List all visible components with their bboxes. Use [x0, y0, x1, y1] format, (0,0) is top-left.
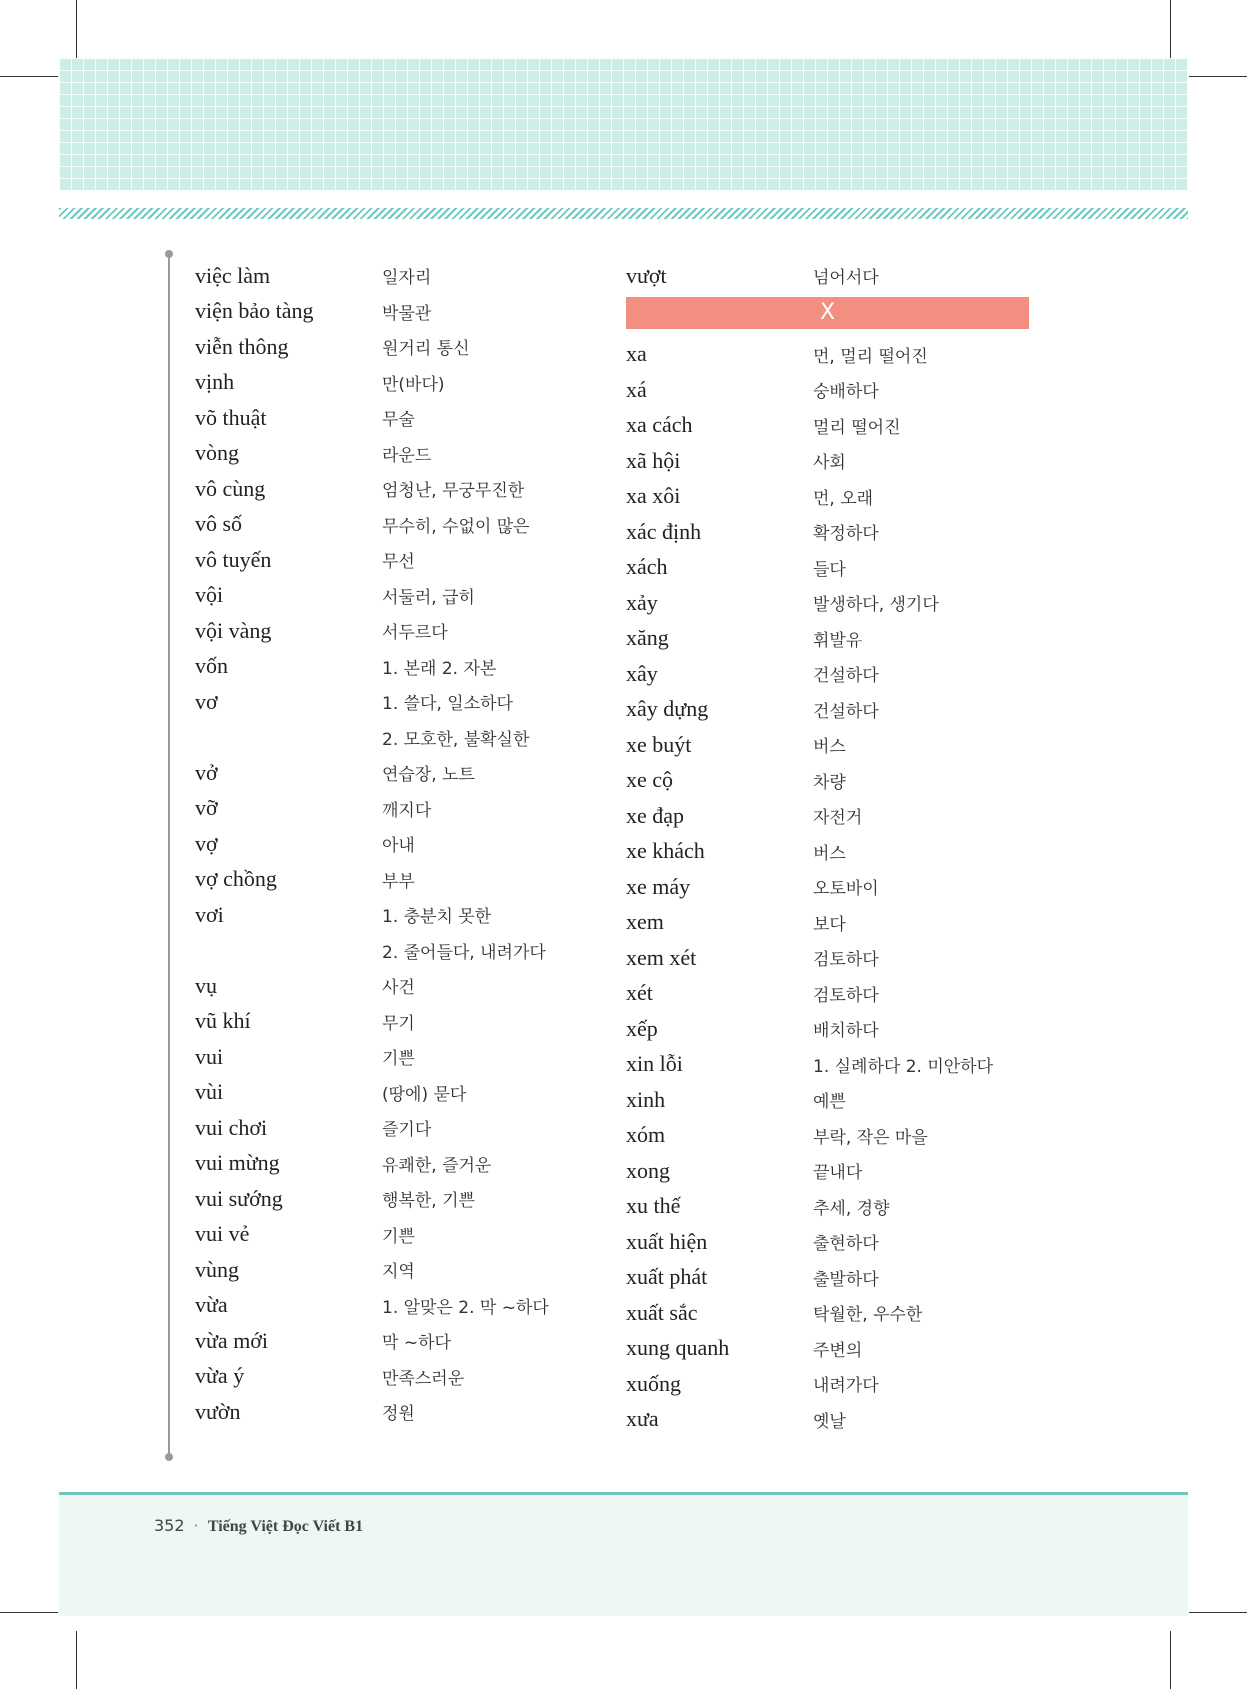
korean-meaning: 먼, 오래 [813, 488, 874, 509]
korean-meaning: 발생하다, 생기다 [813, 595, 939, 616]
vietnamese-term: xóm [626, 1122, 666, 1148]
korean-meaning: 출현하다 [813, 1234, 879, 1255]
korean-meaning: 예쁜 [813, 1092, 846, 1113]
glossary-entry [195, 1075, 595, 1111]
korean-meaning: 자전거 [813, 808, 863, 829]
korean-meaning: 먼, 멀리 떨어진 [813, 346, 928, 367]
vietnamese-term: vụ [195, 972, 217, 998]
crop-mark [76, 0, 77, 58]
crop-mark [76, 1631, 77, 1689]
vietnamese-term: xếp [626, 1015, 658, 1041]
glossary-entry [195, 826, 595, 862]
glossary-entry [626, 1011, 1066, 1047]
vietnamese-term: vừa mới [195, 1327, 269, 1353]
glossary-entry [626, 763, 1066, 799]
korean-meaning: 주변의 [813, 1340, 863, 1361]
korean-meaning: 오토바이 [813, 879, 879, 900]
glossary-entry [195, 1323, 595, 1359]
glossary-entry [626, 1295, 1066, 1331]
glossary-entry [626, 372, 1066, 408]
vietnamese-term: xa [626, 341, 647, 367]
glossary-entry [626, 258, 1066, 294]
vietnamese-term: xây [626, 660, 658, 686]
glossary-entry [626, 1082, 1066, 1118]
korean-meaning: 만족스러운 [382, 1368, 465, 1389]
korean-meaning: 라운드 [382, 445, 432, 466]
glossary-entry [195, 1359, 595, 1395]
header-hatch-stripe [59, 208, 1188, 219]
glossary-entry [195, 1110, 595, 1146]
korean-meaning: 1. 쓸다, 일소하다 [382, 694, 513, 715]
vietnamese-term: vui mừng [195, 1150, 280, 1176]
glossary-entry [195, 649, 595, 685]
footer-separator: · [193, 1516, 199, 1535]
korean-meaning: 무수히, 수없이 많은 [382, 516, 530, 537]
korean-meaning: 확정하다 [813, 524, 879, 545]
vietnamese-term: xe cộ [626, 767, 674, 793]
korean-meaning: 정원 [382, 1404, 415, 1425]
glossary-entry [626, 1260, 1066, 1296]
vietnamese-term: vũ khí [195, 1008, 251, 1034]
section-letter-bar [626, 297, 1029, 329]
korean-meaning: 유쾌한, 즐거운 [382, 1155, 492, 1176]
glossary-entry [195, 897, 595, 933]
korean-meaning: 휘발유 [813, 630, 863, 651]
glossary-entry [195, 791, 595, 827]
vietnamese-term: xe máy [626, 873, 691, 899]
footer [154, 1516, 363, 1536]
vietnamese-term: vùng [195, 1256, 239, 1282]
vietnamese-term: xây dựng [626, 696, 709, 722]
vietnamese-term: xảy [626, 589, 658, 615]
vietnamese-term: xong [626, 1157, 670, 1183]
glossary-entry [626, 727, 1066, 763]
glossary-entry [195, 1146, 595, 1182]
vietnamese-term: xuất phát [626, 1264, 708, 1290]
glossary-entry [626, 905, 1066, 941]
glossary-entry [195, 968, 595, 1004]
vietnamese-term: xăng [626, 625, 669, 651]
vietnamese-term: vốn [195, 653, 228, 679]
glossary-entry [626, 1402, 1066, 1438]
vietnamese-term: vỡ [195, 795, 218, 821]
vietnamese-term: xem [626, 909, 664, 935]
vietnamese-term: vòng [195, 440, 239, 466]
glossary-entry [626, 834, 1066, 870]
glossary-entry [195, 720, 595, 756]
glossary-entry [626, 692, 1066, 728]
korean-meaning: 멀리 떨어진 [813, 417, 901, 438]
glossary-entry [195, 258, 595, 294]
glossary-entry [626, 337, 1066, 373]
vietnamese-term: vội vàng [195, 617, 272, 643]
book-title: Tiếng Việt Đọc Viết B1 [207, 1518, 364, 1535]
vietnamese-term: vội [195, 582, 224, 608]
glossary-entry [195, 471, 595, 507]
crop-mark [0, 76, 58, 77]
guide-dot-top [165, 250, 173, 258]
korean-meaning: 무선 [382, 552, 415, 573]
korean-meaning: 기쁜 [382, 1049, 415, 1070]
vietnamese-term: xe buýt [626, 731, 692, 757]
korean-meaning: 끝내다 [813, 1163, 863, 1184]
glossary-entry [626, 443, 1066, 479]
vietnamese-term: xung quanh [626, 1335, 730, 1361]
korean-meaning: 서두르다 [382, 623, 448, 644]
vietnamese-term: vở [195, 759, 218, 785]
korean-meaning: 숭배하다 [813, 382, 879, 403]
glossary-entry [195, 1181, 595, 1217]
crop-mark [1189, 76, 1247, 77]
glossary-column-left [195, 258, 595, 1430]
glossary-entry [626, 1047, 1066, 1083]
glossary-entry [626, 940, 1066, 976]
crop-mark [1170, 1631, 1171, 1689]
vietnamese-term: vui [195, 1043, 224, 1069]
korean-meaning: (땅에) 묻다 [382, 1084, 467, 1105]
vietnamese-term: xuống [626, 1370, 681, 1396]
korean-meaning: 옛날 [813, 1411, 846, 1432]
guide-dot-bottom [165, 1453, 173, 1461]
vietnamese-term: viễn thông [195, 333, 289, 359]
vietnamese-term: xuất sắc [626, 1299, 698, 1325]
crop-mark [0, 1612, 58, 1613]
korean-meaning: 1. 본래 2. 자본 [382, 658, 497, 679]
korean-meaning: 2. 줄어들다, 내려가다 [382, 942, 546, 963]
vietnamese-term: vịnh [195, 369, 235, 395]
footer-band [59, 1492, 1188, 1616]
section-letter: X [819, 300, 836, 325]
vietnamese-term: vùi [195, 1079, 224, 1105]
korean-meaning: 사회 [813, 453, 846, 474]
glossary-entry [195, 1004, 595, 1040]
vietnamese-term: xuất hiện [626, 1228, 708, 1254]
glossary-entry [626, 656, 1066, 692]
korean-meaning: 서둘러, 급히 [382, 587, 475, 608]
vietnamese-term: xách [626, 554, 668, 580]
column-guide-line [168, 253, 170, 1458]
glossary-entry [626, 1366, 1066, 1402]
korean-meaning: 연습장, 노트 [382, 765, 475, 786]
korean-meaning: 추세, 경향 [813, 1198, 890, 1219]
glossary-entry [626, 479, 1066, 515]
glossary-entry [195, 365, 595, 401]
korean-meaning: 건설하다 [813, 666, 879, 687]
korean-meaning: 박물관 [382, 303, 432, 324]
korean-meaning: 기쁜 [382, 1226, 415, 1247]
glossary-entry [195, 1217, 595, 1253]
korean-meaning: 만(바다) [382, 374, 445, 395]
glossary-entry [626, 621, 1066, 657]
glossary-entry [626, 514, 1066, 550]
vietnamese-term: vô tuyến [195, 546, 272, 572]
glossary-entry [195, 578, 595, 614]
vietnamese-term: xe đạp [626, 802, 685, 828]
vietnamese-term: xác định [626, 518, 702, 544]
korean-meaning: 지역 [382, 1262, 415, 1283]
korean-meaning: 들다 [813, 559, 846, 580]
vietnamese-term: vợ chồng [195, 866, 277, 892]
vietnamese-term: vợ [195, 830, 218, 856]
korean-meaning: 부락, 작은 마을 [813, 1127, 928, 1148]
vietnamese-term: xét [626, 980, 653, 1006]
korean-meaning: 부부 [382, 871, 415, 892]
glossary-entries-x [626, 337, 1066, 1438]
korean-meaning: 검토하다 [813, 985, 879, 1006]
header-grid-band [59, 58, 1188, 190]
glossary-entry [195, 755, 595, 791]
vietnamese-term: xem xét [626, 944, 697, 970]
korean-meaning: 2. 모호한, 불확실한 [382, 729, 530, 750]
korean-meaning: 배치하다 [813, 1021, 879, 1042]
korean-meaning: 넘어서다 [813, 268, 879, 289]
vietnamese-term: vừa [195, 1292, 228, 1318]
glossary-entry [195, 329, 595, 365]
korean-meaning: 검토하다 [813, 950, 879, 971]
vietnamese-term: xu thế [626, 1193, 681, 1219]
korean-meaning: 탁월한, 우수한 [813, 1305, 923, 1326]
korean-meaning: 엄청난, 무궁무진한 [382, 481, 525, 502]
korean-meaning: 사건 [382, 978, 415, 999]
glossary-entry [626, 408, 1066, 444]
vietnamese-term: viện bảo tàng [195, 298, 314, 324]
vietnamese-term: võ thuật [195, 404, 267, 430]
vietnamese-term: xá [626, 376, 647, 402]
vietnamese-term: xưa [626, 1406, 659, 1432]
glossary-entry [195, 1394, 595, 1430]
glossary-column-right [626, 258, 1066, 1437]
korean-meaning: 버스 [813, 737, 846, 758]
glossary-entry [626, 550, 1066, 586]
korean-meaning: 1. 알맞은 2. 막 ~하다 [382, 1297, 549, 1318]
vietnamese-term: xa cách [626, 412, 693, 438]
korean-meaning: 아내 [382, 836, 415, 857]
glossary-entry [195, 400, 595, 436]
vietnamese-term: vô cùng [195, 475, 266, 501]
glossary-entry [195, 613, 595, 649]
glossary-entry [195, 684, 595, 720]
glossary-entry [195, 294, 595, 330]
vietnamese-term: vui sướng [195, 1185, 283, 1211]
glossary-entry [626, 1224, 1066, 1260]
korean-meaning: 건설하다 [813, 701, 879, 722]
vietnamese-term: vô số [195, 511, 243, 537]
vietnamese-term: vui vẻ [195, 1221, 250, 1247]
korean-meaning: 깨지다 [382, 800, 432, 821]
glossary-entry [195, 436, 595, 472]
korean-meaning: 차량 [813, 772, 846, 793]
vietnamese-term: vừa ý [195, 1363, 245, 1389]
glossary-entry [626, 585, 1066, 621]
korean-meaning: 보다 [813, 914, 846, 935]
page-number: 352 [154, 1516, 185, 1535]
vietnamese-term: vơi [195, 901, 224, 927]
glossary-entry [626, 1118, 1066, 1154]
crop-mark [1189, 1612, 1247, 1613]
glossary-entry [195, 507, 595, 543]
glossary-entry [195, 1288, 595, 1324]
vietnamese-term: việc làm [195, 262, 271, 288]
glossary-entry [626, 869, 1066, 905]
crop-mark [1170, 0, 1171, 58]
korean-meaning: 1. 실례하다 2. 미안하다 [813, 1056, 994, 1077]
korean-meaning: 내려가다 [813, 1376, 879, 1397]
vietnamese-term: vượt [626, 262, 667, 288]
korean-meaning: 막 ~하다 [382, 1333, 451, 1354]
korean-meaning: 출발하다 [813, 1269, 879, 1290]
korean-meaning: 무술 [382, 410, 415, 431]
korean-meaning: 즐기다 [382, 1120, 432, 1141]
vietnamese-term: xinh [626, 1086, 666, 1112]
glossary-entry [195, 1252, 595, 1288]
glossary-entry [195, 542, 595, 578]
glossary-entry [195, 1039, 595, 1075]
glossary-entry [626, 1153, 1066, 1189]
korean-meaning: 원거리 통신 [382, 339, 470, 360]
korean-meaning: 버스 [813, 843, 846, 864]
glossary-entry [626, 1189, 1066, 1225]
vietnamese-term: vườn [195, 1398, 241, 1424]
glossary-entry [626, 1331, 1066, 1367]
vietnamese-term: vui chơi [195, 1114, 268, 1140]
korean-meaning: 무기 [382, 1013, 415, 1034]
glossary-entry [195, 862, 595, 898]
korean-meaning: 일자리 [382, 268, 432, 289]
korean-meaning: 행복한, 기쁜 [382, 1191, 475, 1212]
korean-meaning: 1. 충분치 못한 [382, 907, 492, 928]
vietnamese-term: xa xôi [626, 483, 681, 509]
glossary-entry [195, 933, 595, 969]
glossary-entry [626, 798, 1066, 834]
vietnamese-term: xe khách [626, 838, 705, 864]
glossary-entry [626, 976, 1066, 1012]
vietnamese-term: xin lỗi [626, 1051, 683, 1077]
vietnamese-term: vơ [195, 688, 218, 714]
vietnamese-term: xã hội [626, 447, 681, 473]
